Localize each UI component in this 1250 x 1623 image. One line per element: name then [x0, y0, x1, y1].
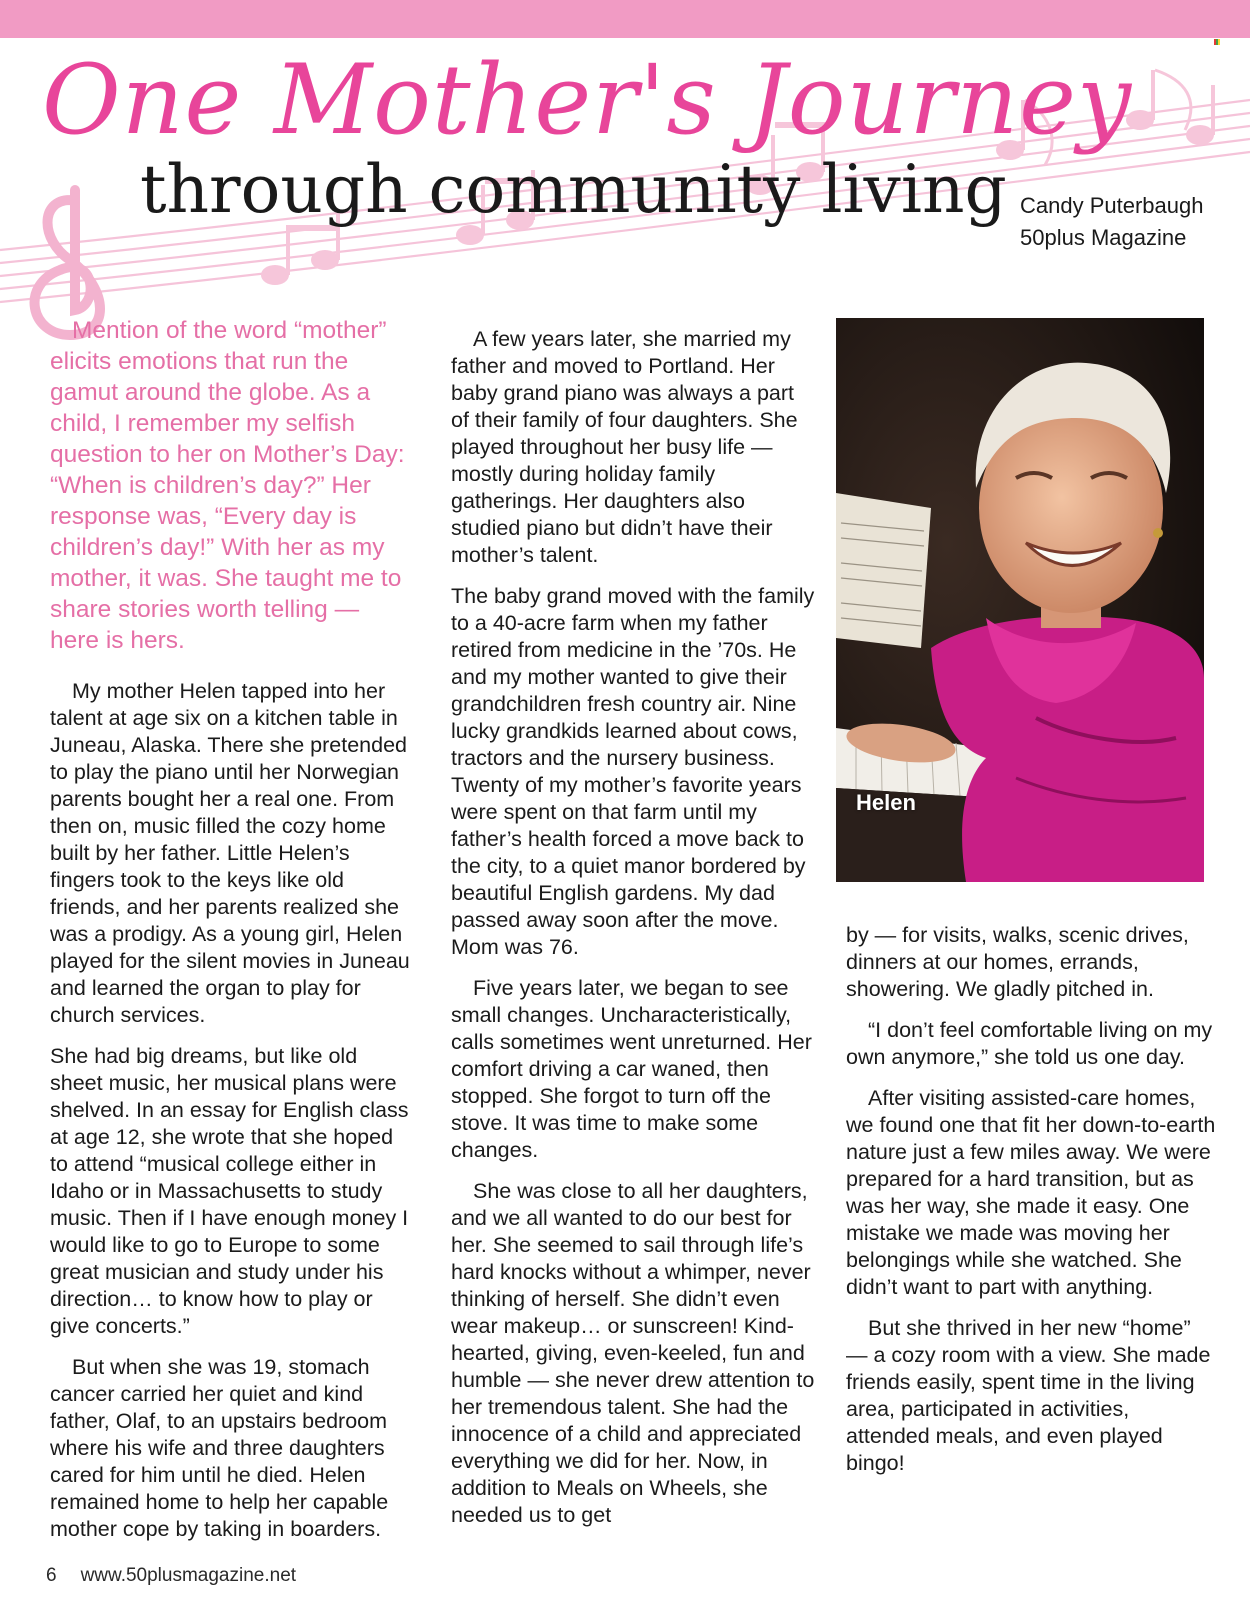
- page-number: 6: [46, 1565, 57, 1586]
- top-color-band: [0, 0, 1250, 38]
- page-footer: [46, 1565, 320, 1587]
- body-paragraph: “I don’t feel comfortable living on my own anymore,” she told us one day.: [846, 1018, 1213, 1069]
- article-column-1: [50, 315, 412, 1557]
- body-paragraph: She had big dreams, but like old sheet music, her musical plans were shelved. In an essay for English class at age 12, she wrote that she hoped to attend “musical college either in Idaho or in Massachusetts to study music. Then if I have enough money I would like to go to Europe to some great musician and study under his direction… to know how to play or give concerts.”: [50, 1044, 409, 1338]
- article-title: One Mother's Journey: [42, 44, 1133, 156]
- website-link[interactable]: www.50plusmagazine.net: [80, 1565, 297, 1586]
- registration-mark: [1214, 32, 1220, 38]
- body-paragraph: But she thrived in her new “home” — a cozy room with a view. She made friends easily, spent time in the living area, participated in activities, attended meals, and even played bingo!: [846, 1316, 1211, 1475]
- article-column-3: [846, 922, 1216, 1491]
- body-paragraph: After visiting assisted-care homes, we found one that fit her down-to-earth nature just a few miles away. We were prepared for a hard transition, but as was her way, she made it easy. One mistake we made was moving her belongings while she watched. She didn’t want to part with anything.: [846, 1086, 1216, 1299]
- intro-paragraph: Mention of the word “mother” elicits emotions that run the gamut around the globe. As a child, I remember my selfish question to her on Mother’s Day: “When is children’s day?” Her response was, “Every day is children’s day!” With her as my mother, it was. She taught me to share stories worth telling — here is hers.: [50, 317, 405, 654]
- publication-name: 50plus Magazine: [1020, 225, 1187, 250]
- byline: [1020, 190, 1203, 254]
- body-paragraph: by — for visits, walks, scenic drives, dinners at our homes, errands, showering. We gladly pitched in.: [846, 923, 1189, 1001]
- body-paragraph: The baby grand moved with the family to a 40-acre farm when my father retired from medicine in the ’70s. He and my mother wanted to give their grandchildren fresh country air. Nine lucky grandkids learned about cows, tractors and the nursery business. Twenty of my mother’s favorite years were spent on that farm until my father’s health forced a move back to the city, to a quiet manor bordered by beautiful English gardens. My dad passed away soon after the move. Mom was 76.: [451, 584, 815, 959]
- photo-caption: Helen: [856, 790, 916, 815]
- author-name: Candy Puterbaugh: [1020, 193, 1204, 218]
- body-paragraph: My mother Helen tapped into her talent at age six on a kitchen table in Juneau, Alaska. There she pretended to play the piano until her Norwegian parents bought her a real one. From then on, music filled the cozy home built by her father. Little Helen’s fingers took to the keys like old friends, and her parents realized she was a prodigy. As a young girl, Helen played for the silent movies in Juneau and learned the organ to play for church services.: [50, 679, 410, 1027]
- body-paragraph: Five years later, we began to see small changes. Uncharacteristically, calls sometimes went unreturned. Her comfort driving a car waned, then stopped. She forgot to turn off the stove. It was time to make some changes.: [451, 976, 812, 1162]
- body-paragraph: She was close to all her daughters, and we all wanted to do our best for her. She seemed to sail through life’s hard knocks without a whimper, never thinking of herself. She didn’t even wear makeup… or sunscreen! Kind-hearted, giving, even-keeled, fun and humble — she never drew attention to her tremendous talent. She had the innocence of a child and appreciated everything we did for her. Now, in addition to Meals on Wheels, she needed us to get: [451, 1179, 815, 1527]
- helen-photo: [836, 318, 1204, 882]
- body-paragraph: A few years later, she married my father and moved to Portland. Her baby grand piano was always a part of their family of four daughters. She played throughout her busy life — mostly during holiday family gatherings. Her daughters also studied piano but didn’t have their mother’s talent.: [451, 327, 798, 567]
- article-subtitle: through community living: [140, 151, 1007, 228]
- article-column-2: [451, 326, 817, 1543]
- body-paragraph: But when she was 19, stomach cancer carried her quiet and kind father, Olaf, to an upstairs bedroom where his wife and three daughters cared for him until he died. Helen remained home to help her capable mother cope by taking in boarders.: [50, 1355, 389, 1541]
